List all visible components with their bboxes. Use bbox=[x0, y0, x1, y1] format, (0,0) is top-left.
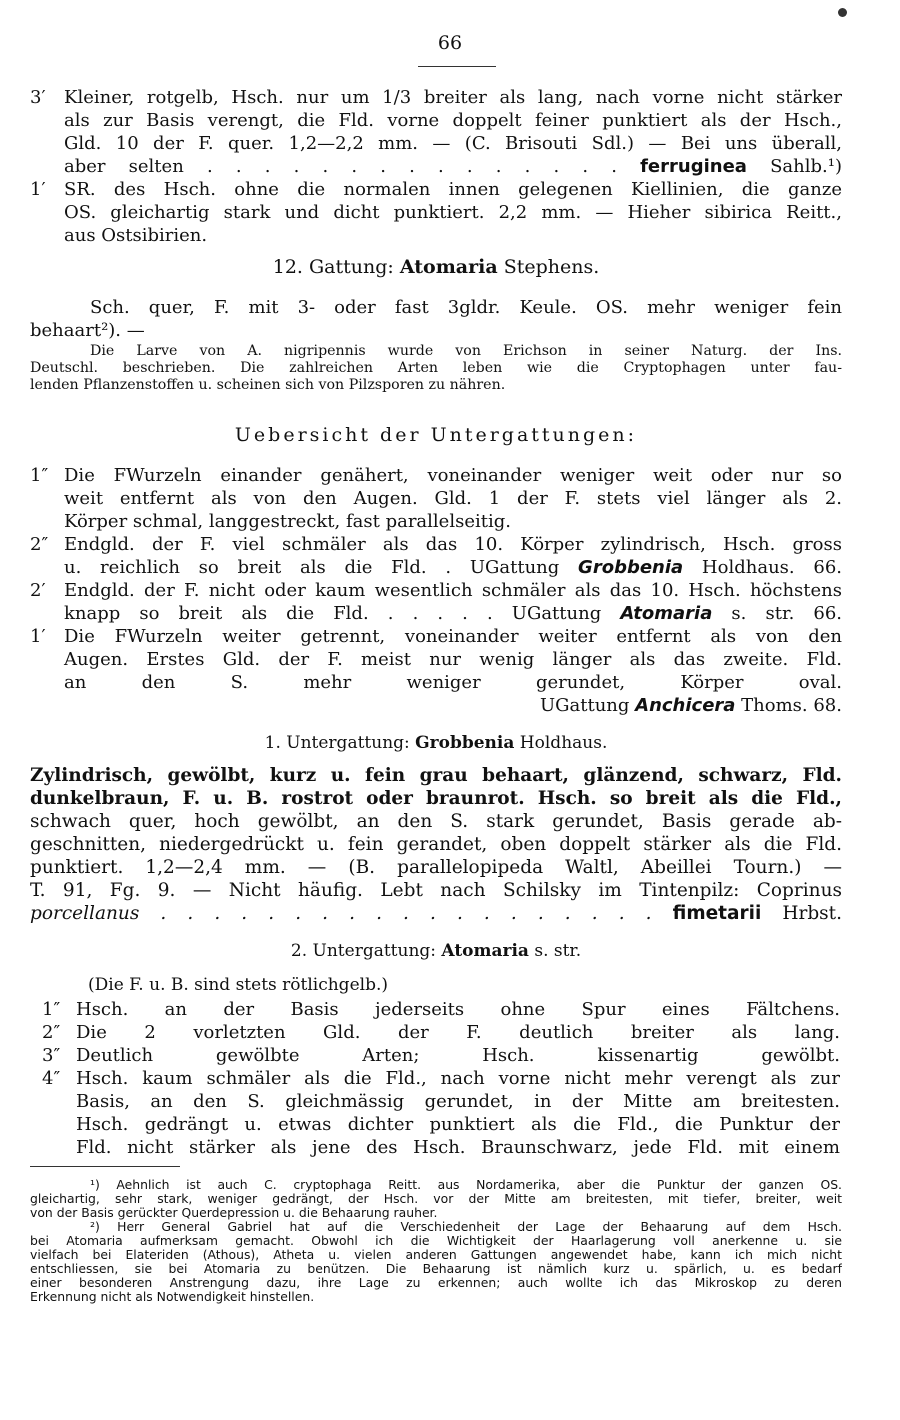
key-text: Körper schmal, langgestreckt, fast parallelseitig. bbox=[64, 511, 511, 532]
subgenus-2-note-text: (Die F. u. B. sind stets rötlichgelb.) bbox=[88, 975, 388, 995]
taxon-author: Holdhaus. 66. bbox=[683, 557, 842, 578]
key-line bbox=[30, 602, 842, 625]
key-line bbox=[30, 625, 842, 648]
taxon-author: Hrbst. bbox=[761, 903, 842, 924]
footnote-line: ¹) Aehnlich ist auch C. cryptophaga Reitt. aus Nordamerika, aber die Punktur der ganzen OS. bbox=[90, 1178, 842, 1192]
footnote-line: einer besonderen Anstrengung dazu, ihre Lage zu erkennen; auch wollte ich das Mikroskop zu deren bbox=[30, 1276, 842, 1290]
key-line bbox=[30, 86, 842, 109]
couplet-number: 2″ bbox=[30, 534, 49, 555]
key-text: knapp so breit als die Fld. . . . . . UGattung bbox=[64, 603, 621, 624]
subgenus-2-name: Atomaria bbox=[441, 941, 529, 961]
text-line: behaart²). — bbox=[30, 320, 145, 341]
couplet-number: 3″ bbox=[42, 1045, 61, 1066]
key-line bbox=[30, 671, 842, 694]
text-line: dunkelbraun, F. u. B. rostrot oder braunrot. Hsch. so breit als die Fld., bbox=[30, 788, 842, 809]
key-text: Deutlich gewölbte Arten; Hsch. kissenartig gewölbt. bbox=[76, 1045, 840, 1066]
key-text: Hsch. gedrängt u. etwas dichter punktiert als die Fld., die Punktur der bbox=[76, 1114, 840, 1135]
genus-heading-name: Atomaria bbox=[399, 256, 498, 278]
key-line bbox=[30, 464, 842, 487]
genus-heading-author: Stephens. bbox=[497, 256, 600, 278]
taxon-name: Atomaria bbox=[620, 603, 713, 624]
subgenus-1-author: Holdhaus. bbox=[514, 733, 608, 753]
key-text: OS. gleichartig stark und dicht punktiert. 2,2 mm. — Hieher sibirica Reitt., bbox=[64, 202, 842, 223]
key-line bbox=[42, 1021, 840, 1044]
genus-heading bbox=[30, 256, 842, 279]
footnote-line: Erkennung nicht als Notwendigkeit hinstellen. bbox=[30, 1290, 315, 1304]
text-line: Sch. quer, F. mit 3- oder fast 3gldr. Keule. OS. mehr weniger fein bbox=[90, 297, 842, 318]
key-line bbox=[30, 201, 842, 224]
taxon-name: Anchicera bbox=[635, 695, 736, 716]
key-line bbox=[30, 224, 842, 247]
key-line bbox=[30, 648, 842, 671]
taxon-name: Grobbenia bbox=[578, 557, 684, 578]
key-text: aus Ostsibirien. bbox=[64, 225, 208, 246]
key-text: weit entfernt als von den Augen. Gld. 1 der F. stets viel länger als 2. bbox=[64, 488, 842, 509]
subgenus-1-heading bbox=[30, 732, 842, 755]
subgenus-2-prefix: 2. Untergattung: bbox=[290, 941, 442, 961]
couplet-number: 1′ bbox=[30, 179, 46, 200]
subgenus-1-description bbox=[30, 764, 842, 925]
subgenus-1-prefix: 1. Untergattung: bbox=[264, 733, 416, 753]
couplet-number: 1″ bbox=[30, 465, 49, 486]
taxon-author: Sahlb.¹) bbox=[746, 156, 842, 177]
key-line bbox=[42, 1044, 840, 1067]
subgenus-1-name: Grobbenia bbox=[415, 733, 515, 753]
text-line: Zylindrisch, gewölbt, kurz u. fein grau behaart, glänzend, schwarz, Fld. bbox=[30, 765, 842, 786]
key-text: Gld. 10 der F. quer. 1,2—2,2 mm. — (C. Brisouti Sdl.) — Bei uns überall, bbox=[64, 133, 842, 154]
key-line bbox=[42, 998, 840, 1021]
footnotes bbox=[30, 1178, 842, 1304]
key-line bbox=[30, 178, 842, 201]
key-line bbox=[30, 556, 842, 579]
key-text: Kleiner, rotgelb, Hsch. nur um 1/3 breiter als lang, nach vorne nicht stärker bbox=[64, 87, 842, 108]
genus-heading-prefix: 12. Gattung: bbox=[272, 256, 400, 278]
footnote-line: bei Atomaria aufmerksam gemacht. Obwohl ich die Wichtigkeit der Haarlagerung voll anerkenne u. sie bbox=[30, 1234, 842, 1248]
overview-heading-text: Uebersicht der Untergattungen: bbox=[234, 424, 638, 446]
text-line: lenden Pflanzenstoffen u. scheinen sich von Pilzsporen zu nähren. bbox=[30, 377, 506, 393]
key-text: Hsch. kaum schmäler als die Fld., nach vorne nicht mehr verengt als zur bbox=[76, 1068, 840, 1089]
footnote-line: ²) Herr General Gabriel hat auf die Verschiedenheit der Lage der Behaarung auf dem Hsch. bbox=[90, 1220, 842, 1234]
key-line bbox=[30, 579, 842, 602]
footnote-line: von der Basis gerückter Querdepression u. die Behaarung rauher. bbox=[30, 1206, 438, 1220]
couplet-number: 2′ bbox=[30, 580, 46, 601]
key-text: Fld. nicht stärker als jene des Hsch. Braunschwarz, jede Fld. mit einem bbox=[76, 1137, 840, 1158]
text-line: Die Larve von A. nigripennis wurde von Erichson in seiner Naturg. der Ins. bbox=[90, 343, 842, 359]
couplet-number: 2″ bbox=[42, 1022, 61, 1043]
key-line bbox=[42, 1067, 840, 1090]
taxon-name: fimetarii bbox=[672, 903, 762, 924]
key-text: Die FWurzeln weiter getrennt, voneinander weiter entfernt als von den bbox=[64, 626, 842, 647]
key-line bbox=[42, 1136, 840, 1159]
couplet-number: 4″ bbox=[42, 1068, 61, 1089]
couplet-number: 3′ bbox=[30, 87, 46, 108]
key-text: SR. des Hsch. ohne die normalen innen gelegenen Kiellinien, die ganze bbox=[64, 179, 842, 200]
page-number: 66 bbox=[437, 32, 463, 54]
taxon-author: s. str. 66. bbox=[712, 603, 842, 624]
couplet-number: 1′ bbox=[30, 626, 46, 647]
text-line: schwach quer, hoch gewölbt, an den S. stark gerundet, Basis gerade ab- bbox=[30, 811, 842, 832]
key-text: an den S. mehr weniger gerundet, Körper oval. bbox=[64, 672, 842, 693]
key-text: als zur Basis verengt, die Fld. vorne doppelt feiner punktiert als der Hsch., bbox=[64, 110, 842, 131]
footnote-line: gleichartig, sehr stark, weniger gedrängt, der Hsch. vor der Mitte am breitesten, mit tiefer, breiter, weit bbox=[30, 1192, 842, 1206]
subgenus-2-author: s. str. bbox=[528, 941, 582, 961]
subgenus-2-note bbox=[30, 974, 842, 997]
genus-note bbox=[30, 343, 842, 394]
key-text: Endgld. der F. nicht oder kaum wesentlich schmäler als das 10. Hsch. höchstens bbox=[64, 580, 842, 601]
text-line bbox=[30, 902, 842, 925]
taxon-author: Thoms. 68. bbox=[735, 695, 842, 716]
ink-speck bbox=[838, 8, 847, 17]
text-line: punktiert. 1,2—2,4 mm. — (B. parallelopipeda Waltl, Abeillei Tourn.) — bbox=[30, 857, 842, 878]
key-text: UGattung bbox=[539, 695, 636, 716]
footnote-line: entschliessen, sie bei Atomaria zu benützen. Die Behaarung ist nämlich kurz u. spärlich, u. es bedarf bbox=[30, 1262, 842, 1276]
key-section-a bbox=[30, 86, 842, 247]
key-text: Die 2 vorletzten Gld. der F. deutlich breiter als lang. bbox=[76, 1022, 840, 1043]
key-line bbox=[30, 487, 842, 510]
key-text: Basis, an den S. gleichmässig gerundet, in der Mitte am breitesten. bbox=[76, 1091, 840, 1112]
text-line: T. 91, Fg. 9. — Nicht häufig. Lebt nach Schilsky im Tintenpilz: Coprinus bbox=[30, 880, 842, 901]
host-name: porcellanus . . . . . . . . . . . . . . . . . . . bbox=[30, 903, 673, 924]
page-number-rule bbox=[418, 66, 496, 67]
key-text: Hsch. an der Basis jederseits ohne Spur eines Fältchens. bbox=[76, 999, 840, 1020]
key-line bbox=[30, 510, 842, 533]
footnote-line: vielfach bei Elateriden (Athous), Atheta u. vielen anderen Gattungen angewendet habe, kann ich mich nicht bbox=[30, 1248, 842, 1262]
key-text: aber selten . . . . . . . . . . . . . . . bbox=[64, 156, 641, 177]
taxon-name: ferruginea bbox=[640, 156, 747, 177]
key-line bbox=[30, 132, 842, 155]
key-line bbox=[42, 1090, 840, 1113]
key-section-c bbox=[42, 998, 840, 1159]
overview-heading bbox=[30, 424, 842, 447]
key-line bbox=[30, 109, 842, 132]
key-line bbox=[30, 155, 842, 178]
key-text: Endgld. der F. viel schmäler als das 10. Körper zylindrisch, Hsch. gross bbox=[64, 534, 842, 555]
couplet-number: 1″ bbox=[42, 999, 61, 1020]
key-line bbox=[30, 694, 842, 717]
text-line: geschnitten, niedergedrückt u. fein gerandet, oben doppelt stärker als die Fld. bbox=[30, 834, 842, 855]
key-text: Die FWurzeln einander genähert, voneinander weniger weit oder nur so bbox=[64, 465, 842, 486]
genus-description bbox=[30, 296, 842, 342]
footnote-rule bbox=[30, 1166, 180, 1167]
key-text: u. reichlich so breit als die Fld. . UGattung bbox=[64, 557, 579, 578]
key-text: Augen. Erstes Gld. der F. meist nur wenig länger als das zweite. Fld. bbox=[64, 649, 842, 670]
key-line bbox=[30, 533, 842, 556]
text-line: Deutschl. beschrieben. Die zahlreichen Arten leben wie die Cryptophagen unter fau- bbox=[30, 360, 842, 376]
subgenus-2-heading bbox=[30, 940, 842, 963]
key-line bbox=[42, 1113, 840, 1136]
key-section-b bbox=[30, 464, 842, 717]
